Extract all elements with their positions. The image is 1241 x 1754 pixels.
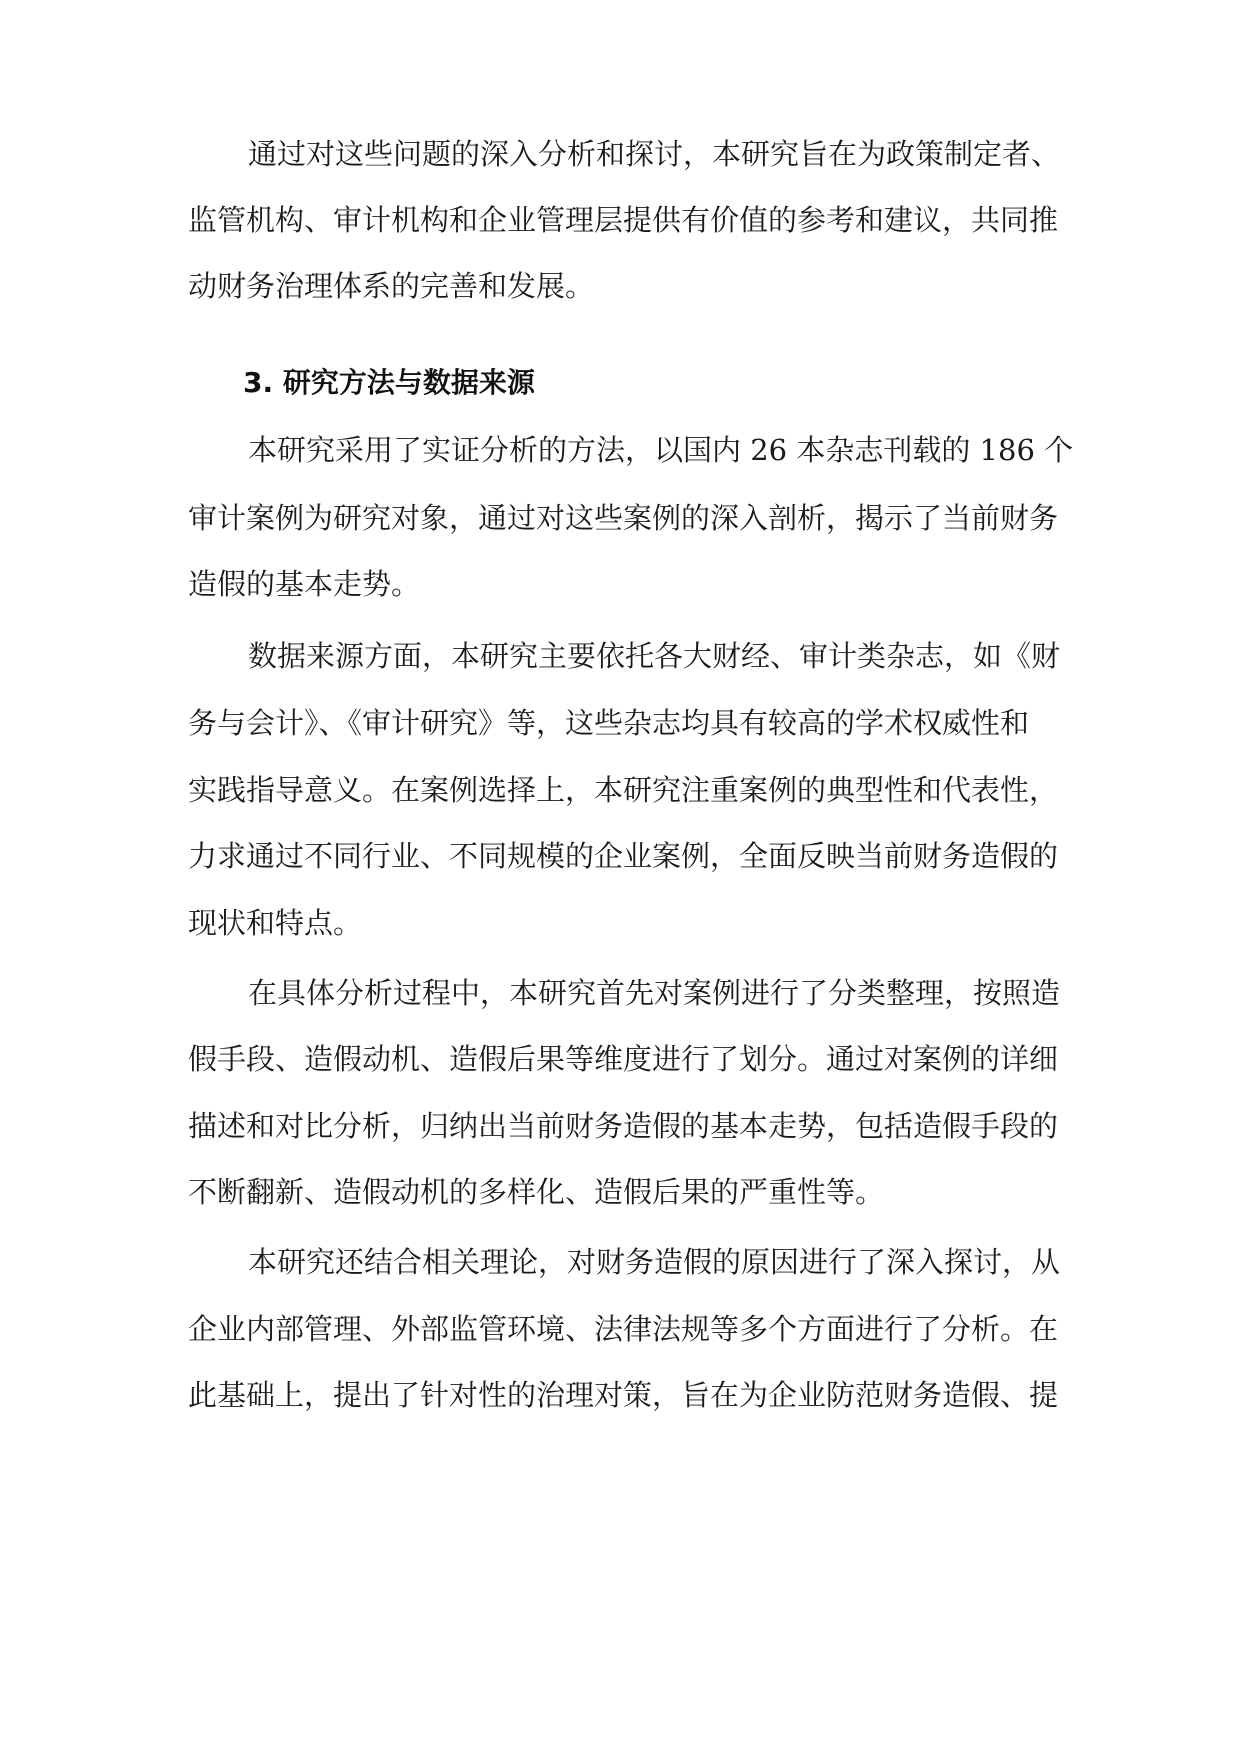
paragraph-line: 力求通过不同行业、不同规模的企业案例，全面反映当前财务造假的: [188, 839, 1059, 873]
paragraph-line: 本研究还结合相关理论，对财务造假的原因进行了深入探讨，从: [248, 1245, 1061, 1279]
paragraph-line: 审计案例为研究对象，通过对这些案例的深入剖析，揭示了当前财务: [188, 501, 1059, 535]
paragraph-line: 企业内部管理、外部监管环境、法律法规等多个方面进行了分析。在: [188, 1312, 1059, 1346]
paragraph-line: 现状和特点。: [188, 906, 363, 940]
paragraph-line: 在具体分析过程中，本研究首先对案例进行了分类整理，按照造: [248, 976, 1061, 1010]
paragraph-line: 通过对这些问题的深入分析和探讨，本研究旨在为政策制定者、: [248, 137, 1061, 171]
paragraph-line: 造假的基本走势。: [188, 567, 421, 601]
section-heading: 3. 研究方法与数据来源: [243, 366, 535, 399]
paragraph-line: 本研究采用了实证分析的方法，以国内 26 本杂志刊载的 186 个: [248, 433, 1074, 467]
paragraph-line: 监管机构、审计机构和企业管理层提供有价值的参考和建议，共同推: [188, 203, 1059, 237]
paragraph-line: 不断翻新、造假动机的多样化、造假后果的严重性等。: [188, 1175, 885, 1209]
paragraph-line: 数据来源方面，本研究主要依托各大财经、审计类杂志，如《财: [248, 639, 1061, 673]
paragraph-line: 动财务治理体系的完善和发展。: [188, 269, 595, 303]
paragraph-line: 实践指导意义。在案例选择上，本研究注重案例的典型性和代表性，: [188, 773, 1059, 807]
paragraph-line: 此基础上，提出了针对性的治理对策，旨在为企业防范财务造假、提: [188, 1378, 1059, 1412]
paragraph-line: 描述和对比分析，归纳出当前财务造假的基本走势，包括造假手段的: [188, 1109, 1059, 1143]
paragraph-line: 务与会计》、《审计研究》等，这些杂志均具有较高的学术权威性和: [188, 706, 1030, 740]
paragraph-line: 假手段、造假动机、造假后果等维度进行了划分。通过对案例的详细: [188, 1042, 1059, 1076]
